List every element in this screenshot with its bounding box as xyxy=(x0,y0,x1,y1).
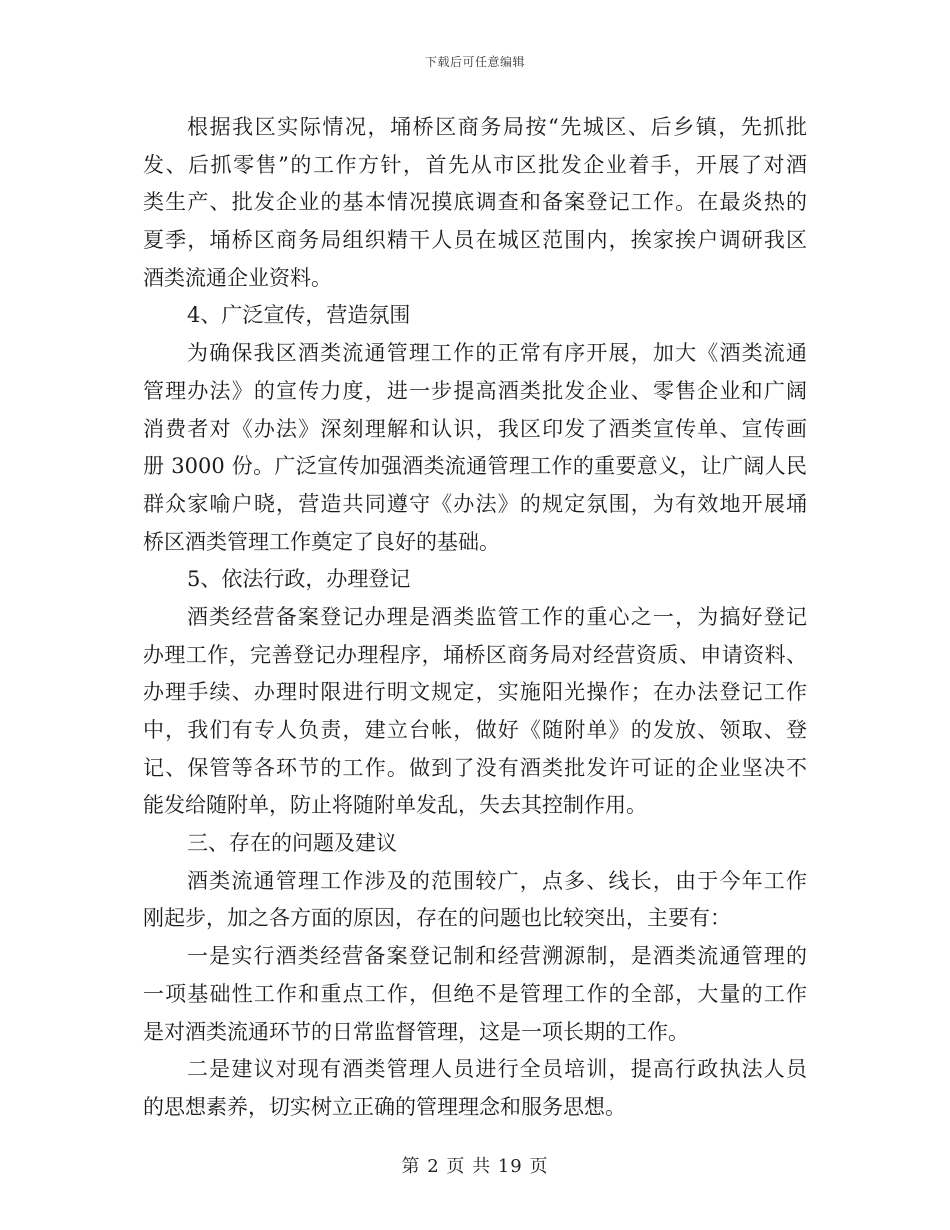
text-line: 发、后抓零售”的工作方针，首先从市区批发企业着手，开展了对酒 xyxy=(143,152,807,177)
text-line: 能发给随附单，防止将随附单发乱，失去其控制作用。 xyxy=(143,793,647,818)
text-line: 三、存在的问题及建议 xyxy=(187,831,397,856)
text-line: 管理办法》的宣传力度，进一步提高酒类批发企业、零售企业和广阔 xyxy=(143,378,807,403)
text-line: 一项基础性工作和重点工作，但绝不是管理工作的全部，大量的工作 xyxy=(143,981,807,1006)
text-line: 中，我们有专人负责，建立台帐，做好《随附单》的发放、领取、登 xyxy=(143,718,807,742)
text-line: 消费者对《办法》深刻理解和认识，我区印发了酒类宣传单、宣传画 xyxy=(143,416,807,441)
text-line: 一是实行酒类经营备案登记制和经营溯源制，是酒类流通管理的 xyxy=(187,944,807,969)
text-line: 刚起步，加之各方面的原因，存在的问题也比较突出，主要有： xyxy=(143,906,731,931)
text-line: 4、广泛宣传，营造氛围 xyxy=(187,303,411,328)
text-line: 是对酒类流通环节的日常监督管理，这是一项长期的工作。 xyxy=(143,1019,689,1044)
text-line: 根据我区实际情况，埇桥区商务局按“先城区、后乡镇，先抓批 xyxy=(187,115,807,139)
text-line: 为确保我区酒类流通管理工作的正常有序开展，加大《酒类流通 xyxy=(187,341,807,366)
document-body xyxy=(143,109,807,1127)
text-line: 夏季，埇桥区商务局组织精干人员在城区范围内，挨家挨户调研我区 xyxy=(143,228,807,253)
text-line: 的思想素养，切实树立正确的管理理念和服务思想。 xyxy=(143,1094,626,1119)
text-line: 5、依法行政，办理登记 xyxy=(187,567,411,592)
text-line: 册 3000 份。广泛宣传加强酒类流通管理工作的重要意义，让广阔人民 xyxy=(143,454,807,479)
text-line: 二是建议对现有酒类管理人员进行全员培训，提高行政执法人员 xyxy=(187,1057,807,1082)
page-header: 下载后可任意编辑 xyxy=(424,55,525,69)
text-line: 桥区酒类管理工作奠定了良好的基础。 xyxy=(143,529,500,554)
text-line: 类生产、批发企业的基本情况摸底调查和备案登记工作。在最炎热的 xyxy=(143,190,807,215)
text-line: 群众家喻户晓，营造共同遵守《办法》的规定氛围，为有效地开展埇 xyxy=(143,491,807,516)
text-line: 酒类流通管理工作涉及的范围较广，点多、线长，由于今年工作 xyxy=(187,868,807,893)
text-line: 办理工作，完善登记办理程序，埇桥区商务局对经营资质、申请资料、 xyxy=(143,642,807,667)
text-line: 酒类经营备案登记办理是酒类监管工作的重心之一，为搞好登记 xyxy=(187,604,807,629)
text-line: 办理手续、办理时限进行明文规定，实施阳光操作；在办法登记工作 xyxy=(143,680,807,705)
text-line: 酒类流通企业资料。 xyxy=(143,265,332,290)
page-footer: 第 2 页 共 19 页 xyxy=(401,1156,549,1177)
text-line: 记、保管等各环节的工作。做到了没有酒类批发许可证的企业坚决不 xyxy=(143,755,807,780)
